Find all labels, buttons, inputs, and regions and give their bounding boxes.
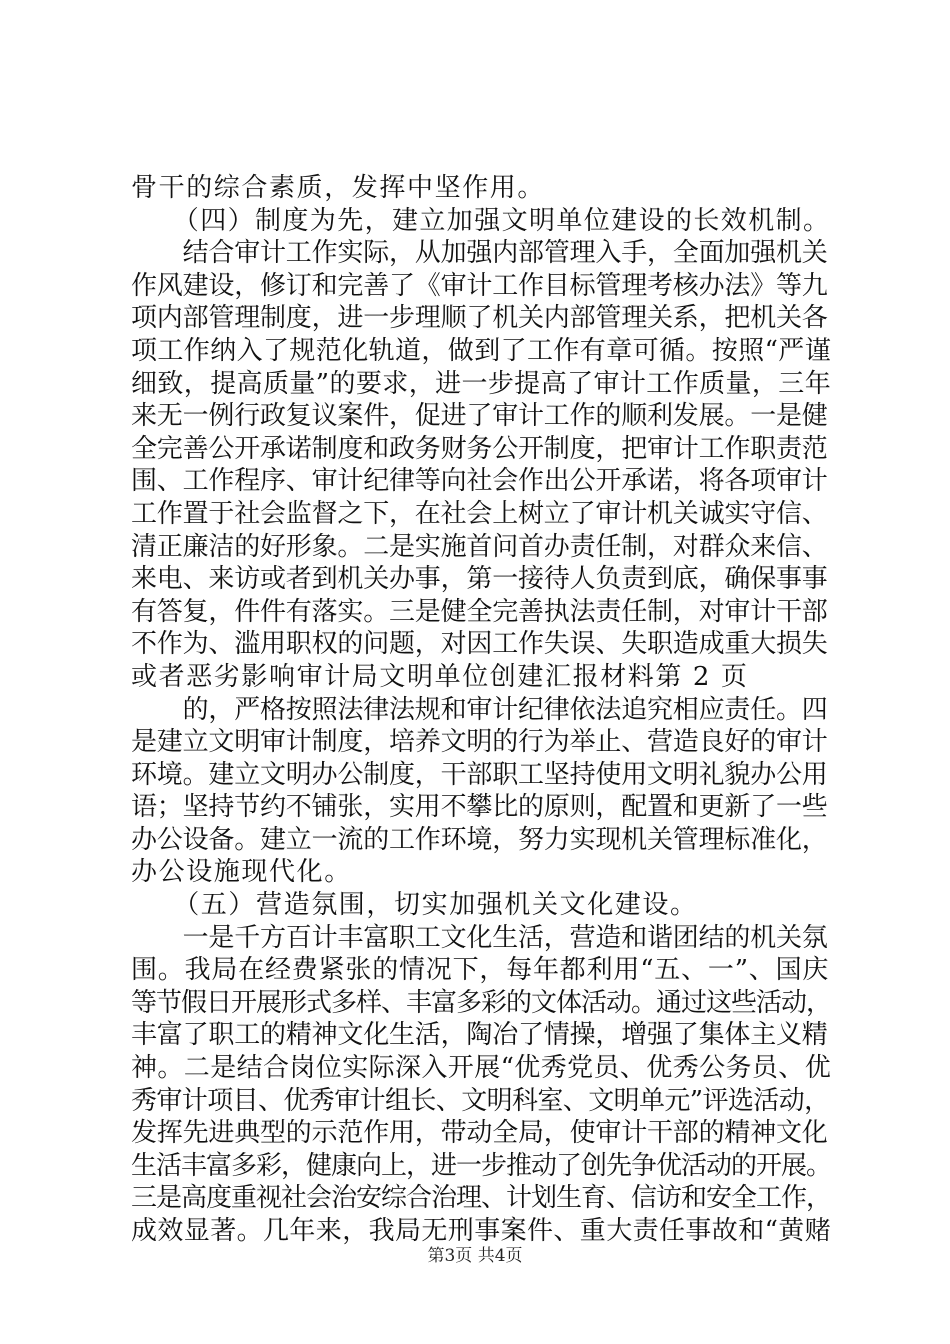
text-line: 或者恶劣影响审计局文明单位创建汇报材料第 2 页 xyxy=(131,661,749,692)
text-line: （五）营造氛围，切实加强机关文化建设。 xyxy=(131,890,698,921)
text-line: 不作为、滥用职权的问题，对因工作失误、失职造成重大损失 xyxy=(131,629,828,660)
text-line: 发挥先进典型的示范作用，带动全局，使审计干部的精神文化 xyxy=(131,1118,828,1149)
text-line: （四）制度为先，建立加强文明单位建设的长效机制。 xyxy=(131,205,831,236)
page-footer: 第3页 共4页 xyxy=(427,1246,523,1266)
text-line: 细致，提高质量”的要求，进一步提高了审计工作质量，三年 xyxy=(131,368,832,399)
text-line: 一是千方百计丰富职工文化生活，营造和谐团结的机关氛 xyxy=(131,922,828,953)
text-line: 三是高度重视社会治安综合治理、计划生育、信访和安全工作， xyxy=(131,1183,832,1214)
text-line: 神。二是结合岗位实际深入开展“优秀党员、优秀公务员、优 xyxy=(131,1053,832,1084)
text-line: 的，严格按照法律法规和审计纪律依法追究相应责任。四 xyxy=(131,694,828,725)
text-line: 生活丰富多彩，健康向上，进一步推动了创先争优活动的开展。 xyxy=(131,1150,832,1181)
text-line: 项工作纳入了规范化轨道，做到了工作有章可循。按照“严谨 xyxy=(131,335,832,366)
text-line: 围。我局在经费紧张的情况下，每年都利用“五、一”、国庆 xyxy=(131,955,830,986)
text-line: 结合审计工作实际，从加强内部管理入手，全面加强机关 xyxy=(131,238,828,269)
text-line: 骨干的综合素质，发挥中坚作用。 xyxy=(131,173,546,203)
text-line: 全完善公开承诺制度和政务财务公开制度，把审计工作职责范 xyxy=(131,433,828,464)
text-line: 作风建设，修订和完善了《审计工作目标管理考核办法》等九 xyxy=(131,270,828,301)
text-line: 办公设施现代化。 xyxy=(131,857,352,888)
text-line: 来无一例行政复议案件，促进了审计工作的顺利发展。一是健 xyxy=(131,401,828,432)
text-line: 等节假日开展形式多样、丰富多彩的文体活动。通过这些活动， xyxy=(131,987,832,1018)
text-line: 清正廉洁的好形象。二是实施首问首办责任制，对群众来信、 xyxy=(131,531,828,562)
text-line: 丰富了职工的精神文化生活，陶冶了情操，增强了集体主义精 xyxy=(131,1020,828,1051)
text-line: 有答复，件件有落实。三是健全完善执法责任制，对审计干部 xyxy=(131,596,828,627)
text-line: 办公设备。建立一流的工作环境，努力实现机关管理标准化， xyxy=(131,824,828,855)
text-line: 秀审计项目、优秀审计组长、文明科室、文明单元”评选活动， xyxy=(131,1085,830,1116)
document-body xyxy=(131,172,831,1248)
text-line: 围、工作程序、审计纪律等向社会作出公开承诺，将各项审计 xyxy=(131,466,828,497)
text-line: 工作置于社会监督之下，在社会上树立了审计机关诚实守信、 xyxy=(131,498,828,529)
text-line: 项内部管理制度，进一步理顺了机关内部管理关系，把机关各 xyxy=(131,303,828,334)
text-line: 语；坚持节约不铺张，实用不攀比的原则，配置和更新了一些 xyxy=(131,792,828,823)
text-line: 来电、来访或者到机关办事，第一接待人负责到底，确保事事 xyxy=(131,564,828,595)
text-line: 是建立文明审计制度，培养文明的行为举止、营造良好的审计 xyxy=(131,727,828,758)
text-line: 成效显著。几年来，我局无刑事案件、重大责任事故和“黄赌 xyxy=(131,1216,832,1246)
text-line: 环境。建立文明办公制度，干部职工坚持使用文明礼貌办公用 xyxy=(131,759,828,790)
